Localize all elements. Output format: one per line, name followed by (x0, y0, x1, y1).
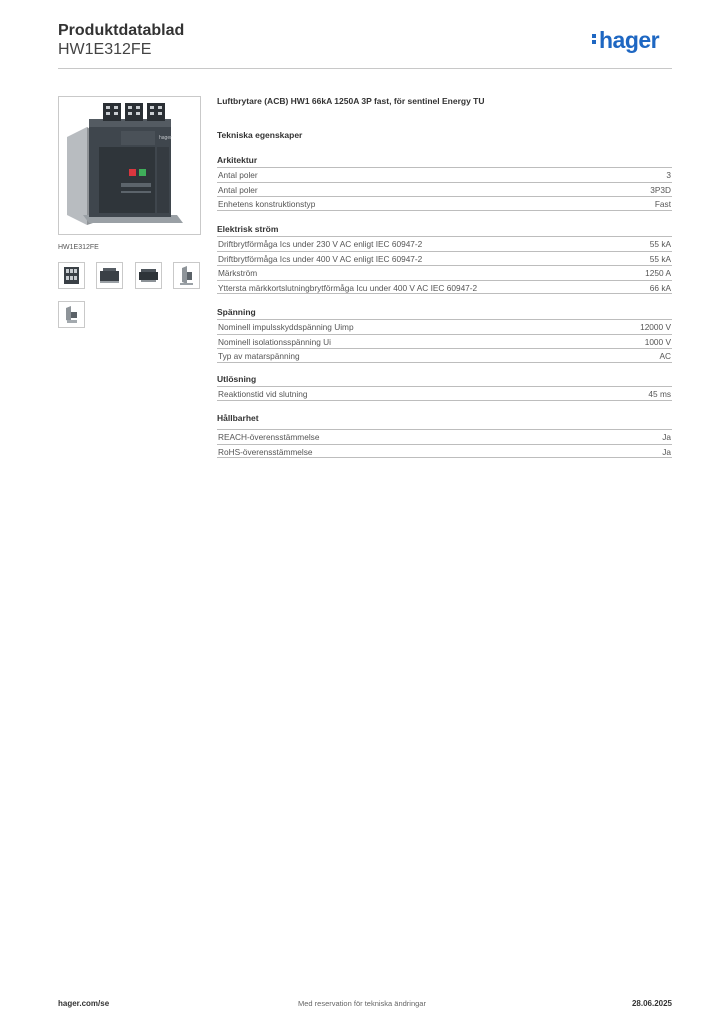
footer-date: 28.06.2025 (631, 999, 672, 1008)
section-title-utlosning: Utlösning (217, 374, 257, 384)
spec-label: Driftbrytförmåga Ics under 400 V AC enligt IEC 60947-2 (218, 253, 423, 264)
spec-row (217, 236, 672, 251)
spec-row (217, 386, 672, 401)
spec-value: 55 kA (649, 253, 671, 264)
air-circuit-breaker-icon (59, 97, 200, 234)
page-title: Produktdatablad (58, 22, 185, 39)
spec-value: Ja (662, 432, 671, 442)
spec-value: 55 kA (649, 239, 671, 249)
header-divider (58, 68, 672, 69)
front-view-icon (59, 263, 84, 288)
spec-row (217, 348, 672, 363)
bracket-detail-icon (59, 302, 84, 327)
thumbnail-side-view[interactable] (96, 262, 123, 289)
header (58, 21, 184, 59)
spec-label: Yttersta märkkortslutningbrytförmåga Icu under 400 V AC IEC 60947-2 (218, 282, 478, 293)
spec-value: 1000 V (644, 336, 671, 347)
spec-label: Antal poler (218, 170, 258, 180)
spec-value: 3 (666, 170, 671, 180)
thumbnail-top-view[interactable] (135, 262, 162, 289)
thumbnail-bracket-detail[interactable] (58, 301, 85, 328)
spec-value: Fast (654, 199, 671, 209)
spec-row (217, 444, 672, 459)
spec-row (217, 196, 672, 211)
spec-label: Typ av matarspänning (218, 351, 300, 361)
hager-logo[interactable] (592, 27, 659, 54)
footer-website-link[interactable]: hager.com/se (58, 999, 110, 1008)
spec-label: Nominell impulsskyddspänning Uimp (218, 322, 354, 332)
spec-row (217, 251, 672, 266)
product-image[interactable] (58, 96, 201, 235)
spec-value: 12000 V (640, 322, 671, 332)
spec-value: AC (659, 351, 671, 361)
spec-label: Driftbrytförmåga Ics under 230 V AC enligt IEC 60947-2 (218, 239, 423, 249)
spec-label: RoHS-överensstämmelse (218, 446, 313, 457)
spec-value: 3P3D (650, 184, 671, 195)
spec-value: Ja (662, 446, 671, 457)
spec-value: 45 ms (648, 389, 671, 399)
spec-label: Nominell isolationsspänning Ui (218, 336, 331, 347)
spec-label: REACH-överensstämmelse (218, 432, 320, 442)
spec-row (217, 265, 672, 280)
mounting-bracket-icon (174, 263, 199, 288)
section-title-elektrisk-strom: Elektrisk ström (217, 224, 279, 234)
spec-row (217, 319, 672, 334)
svg-text:hager: hager (159, 135, 172, 141)
thumbnail-mounting-bracket[interactable] (173, 262, 200, 289)
product-code: HW1E312FE (58, 41, 152, 58)
thumbnail-front-view[interactable] (58, 262, 85, 289)
section-title-hallbarhet: Hållbarhet (217, 413, 259, 423)
spec-row (217, 334, 672, 349)
spec-value: 66 kA (649, 282, 671, 293)
image-caption: HW1E312FE (58, 244, 99, 251)
footer-disclaimer: Med reservation för tekniska ändringar (298, 999, 426, 1008)
spec-row (217, 167, 672, 182)
spec-label: Antal poler (218, 184, 258, 195)
spec-label: Enhetens konstruktionstyp (218, 199, 316, 209)
tech-heading: Tekniska egenskaper (217, 130, 303, 140)
section-title-arkitektur: Arkitektur (217, 155, 258, 165)
spec-row (217, 429, 672, 444)
spec-row (217, 280, 672, 295)
logo-dots-icon (592, 32, 597, 46)
logo-text: hager (599, 27, 660, 53)
top-view-icon (136, 263, 161, 288)
spec-content (217, 96, 672, 457)
spec-label: Märkström (218, 268, 258, 278)
side-view-icon (97, 263, 122, 288)
section-title-spanning: Spänning (217, 307, 256, 317)
spec-row (217, 182, 672, 197)
product-description: Luftbrytare (ACB) HW1 66kA 1250A 3P fast, för sentinel Energy TU (217, 96, 485, 106)
spec-label: Reaktionstid vid slutning (218, 389, 308, 399)
spec-value: 1250 A (645, 268, 671, 278)
